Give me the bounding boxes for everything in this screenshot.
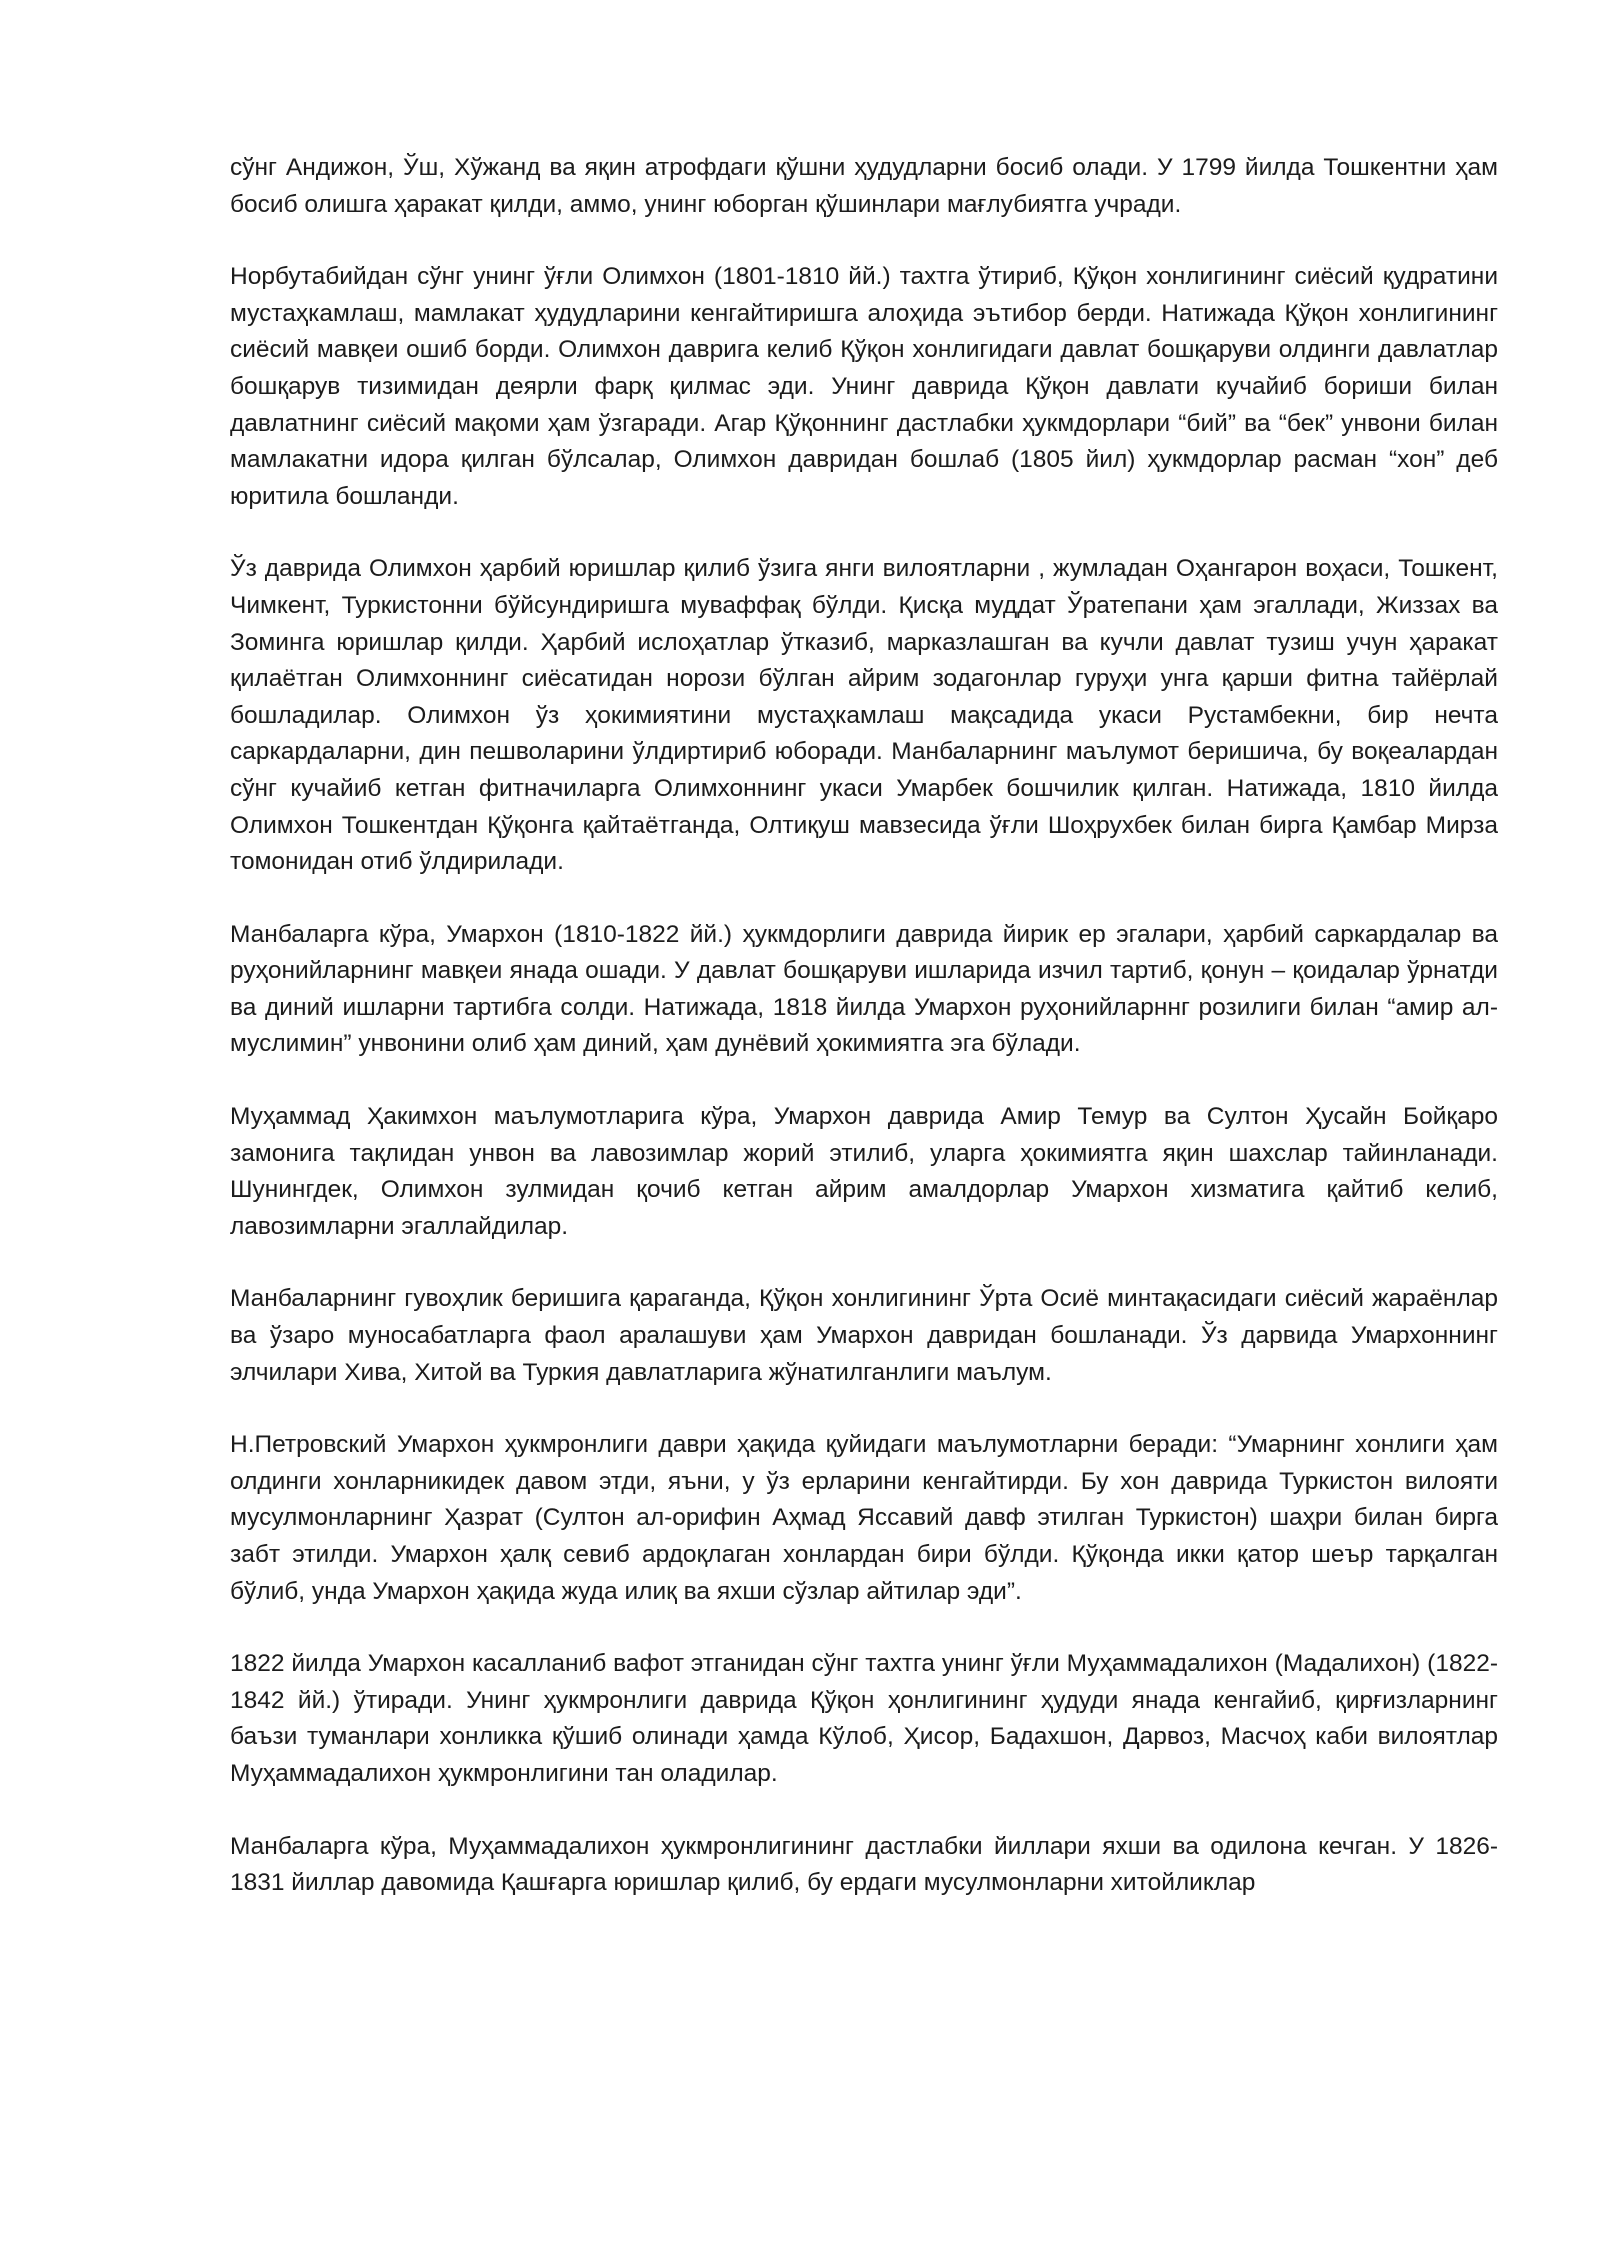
document-page bbox=[230, 150, 1498, 1938]
paragraph-1: сўнг Андижон, Ўш, Хўжанд ва яқин атрофдаги қўшни ҳудудларни босиб олади. У 1799 йилда Тошкентни ҳам босиб олишга ҳаракат қилди, аммо, унинг юборган қўшинлари мағлубиятга учради. bbox=[230, 154, 1498, 218]
paragraph-6: Манбаларнинг гувоҳлик беришига қараганда, Қўқон хонлигининг Ўрта Осиё минтақасидаги сиёсий жараёнлар ва ўзаро муносабатларга фаол аралашуви ҳам Умархон давридан бошланади. Ўз дарвида Умархоннинг элчилари Хива, Хитой ва Туркия давлатларига жўнатилганлиги маълум. bbox=[230, 1285, 1498, 1386]
paragraph-3: Ўз даврида Олимхон ҳарбий юришлар қилиб ўзига янги вилоятларни , жумладан Оҳангарон воҳаси, Тошкент, Чимкент, Туркистонни бўйсундиришга муваффақ бўлди. Қисқа муддат Ўратепани ҳам эгаллади, Жиззах ва Зоминга юришлар қилди. Ҳарбий ислоҳатлар ўтказиб, марказлашган ва кучли давлат тузиш учун ҳаракат қилаётган Олимхоннинг сиёсатидан норози бўлган айрим зодагонлар гуруҳи унга қарши фитна тайёрлай бошладилар. Олимхон ўз ҳокимиятини мустаҳкамлаш мақсадида укаси Рустамбекни, бир нечта саркардаларни, дин пешволарини ўлдиртириб юборади. Манбаларнинг маълумот беришича, бу воқеалардан сўнг кучайиб кетган фитначиларга Олимхоннинг укаси Умарбек бошчилик қилган. Натижада, 1810 йилда Олимхон Тошкентдан Қўқонга қайтаётганда, Олтиқуш мавзесида ўғли Шоҳрухбек билан бирга Қамбар Мирза томонидан отиб ўлдирилади. bbox=[230, 555, 1498, 876]
paragraph-7: Н.Петровский Умархон ҳукмронлиги даври ҳақида қуйидаги маълумотларни беради: “Умарнинг хонлиги ҳам олдинги хонларникидек давом этди, яъни, у ўз ерларини кенгайтирди. Бу хон даврида Туркистон вилояти мусулмонларнинг Ҳазрат (Султон ал-орифин Аҳмад Яссавий давф этилган Туркистон) шаҳри билан бирга забт этилди. Умархон ҳалқ севиб ардоқлаган хонлардан бири бўлди. Қўқонда икки қатор шеър тарқалган бўлиб, унда Умархон ҳақида жуда илиқ ва яхши сўзлар айтилар эди”. bbox=[230, 1431, 1498, 1605]
paragraph-2: Норбутабийдан сўнг унинг ўғли Олимхон (1801-1810 йй.) тахтга ўтириб, Қўқон хонлигининг сиёсий қудратини мустаҳкамлаш, мамлакат ҳудудларини кенгайтиришга алоҳида эътибор берди. Натижада Қўқон хонлигининг сиёсий мавқеи ошиб борди. Олимхон даврига келиб Қўқон хонлигидаги давлат бошқаруви олдинги давлатлар бошқарув тизимидан деярли фарқ қилмас эди. Унинг даврида Қўқон давлати кучайиб бориши билан давлатнинг сиёсий мақоми ҳам ўзгаради. Агар Қўқоннинг дастлабки ҳукмдорлари “бий” ва “бек” унвони билан мамлакатни идора қилган бўлсалар, Олимхон давридан бошлаб (1805 йил) ҳукмдорлар расман “хон” деб юритила бошланди. bbox=[230, 263, 1498, 510]
paragraph-4: Манбаларга кўра, Умархон (1810-1822 йй.) ҳукмдорлиги даврида йирик ер эгалари, ҳарбий саркардалар ва руҳонийларнинг мавқеи янада ошади. У давлат бошқаруви ишларида изчил тартиб, қонун – қоидалар ўрнатди ва диний ишларни тартибга солди. Натижада, 1818 йилда Умархон руҳонийларннг розилиги билан “амир ал-муслимин” унвонини олиб ҳам диний, ҳам дунёвий ҳокимиятга эга бўлади. bbox=[230, 920, 1498, 1058]
paragraph-5: Муҳаммад Ҳакимхон маълумотларига кўра, Умархон даврида Амир Темур ва Султон Ҳусайн Бойқаро замонига тақлидан унвон ва лавозимлар жорий этилиб, уларга ҳокимиятга яқин шахслар тайинланади. Шунингдек, Олимхон зулмидан қочиб кетган айрим амалдорлар Умархон хизматига қайтиб келиб, лавозимларни эгаллайдилар. bbox=[230, 1103, 1498, 1240]
paragraph-8: 1822 йилда Умархон касалланиб вафот этганидан сўнг тахтга унинг ўғли Муҳаммадалихон (Мадалихон) (1822-1842 йй.) ўтиради. Унинг ҳукмронлиги даврида Қўқон ҳонлигининг ҳудуди янада кенгайиб, қирғизларнинг баъзи туманлари хонликка қўшиб олинади ҳамда Кўлоб, Ҳисор, Бадахшон, Дарвоз, Масчоҳ каби вилоятлар Муҳаммадалихон ҳукмронлигини тан оладилар. bbox=[230, 1650, 1498, 1787]
paragraph-9: Манбаларга кўра, Муҳаммадалихон ҳукмронлигининг дастлабки йиллари яхши ва одилона кечган. У 1826-1831 йиллар давомида Қашғарга юришлар қилиб, бу ердаги мусулмонларни хитойликлар bbox=[230, 1832, 1498, 1897]
